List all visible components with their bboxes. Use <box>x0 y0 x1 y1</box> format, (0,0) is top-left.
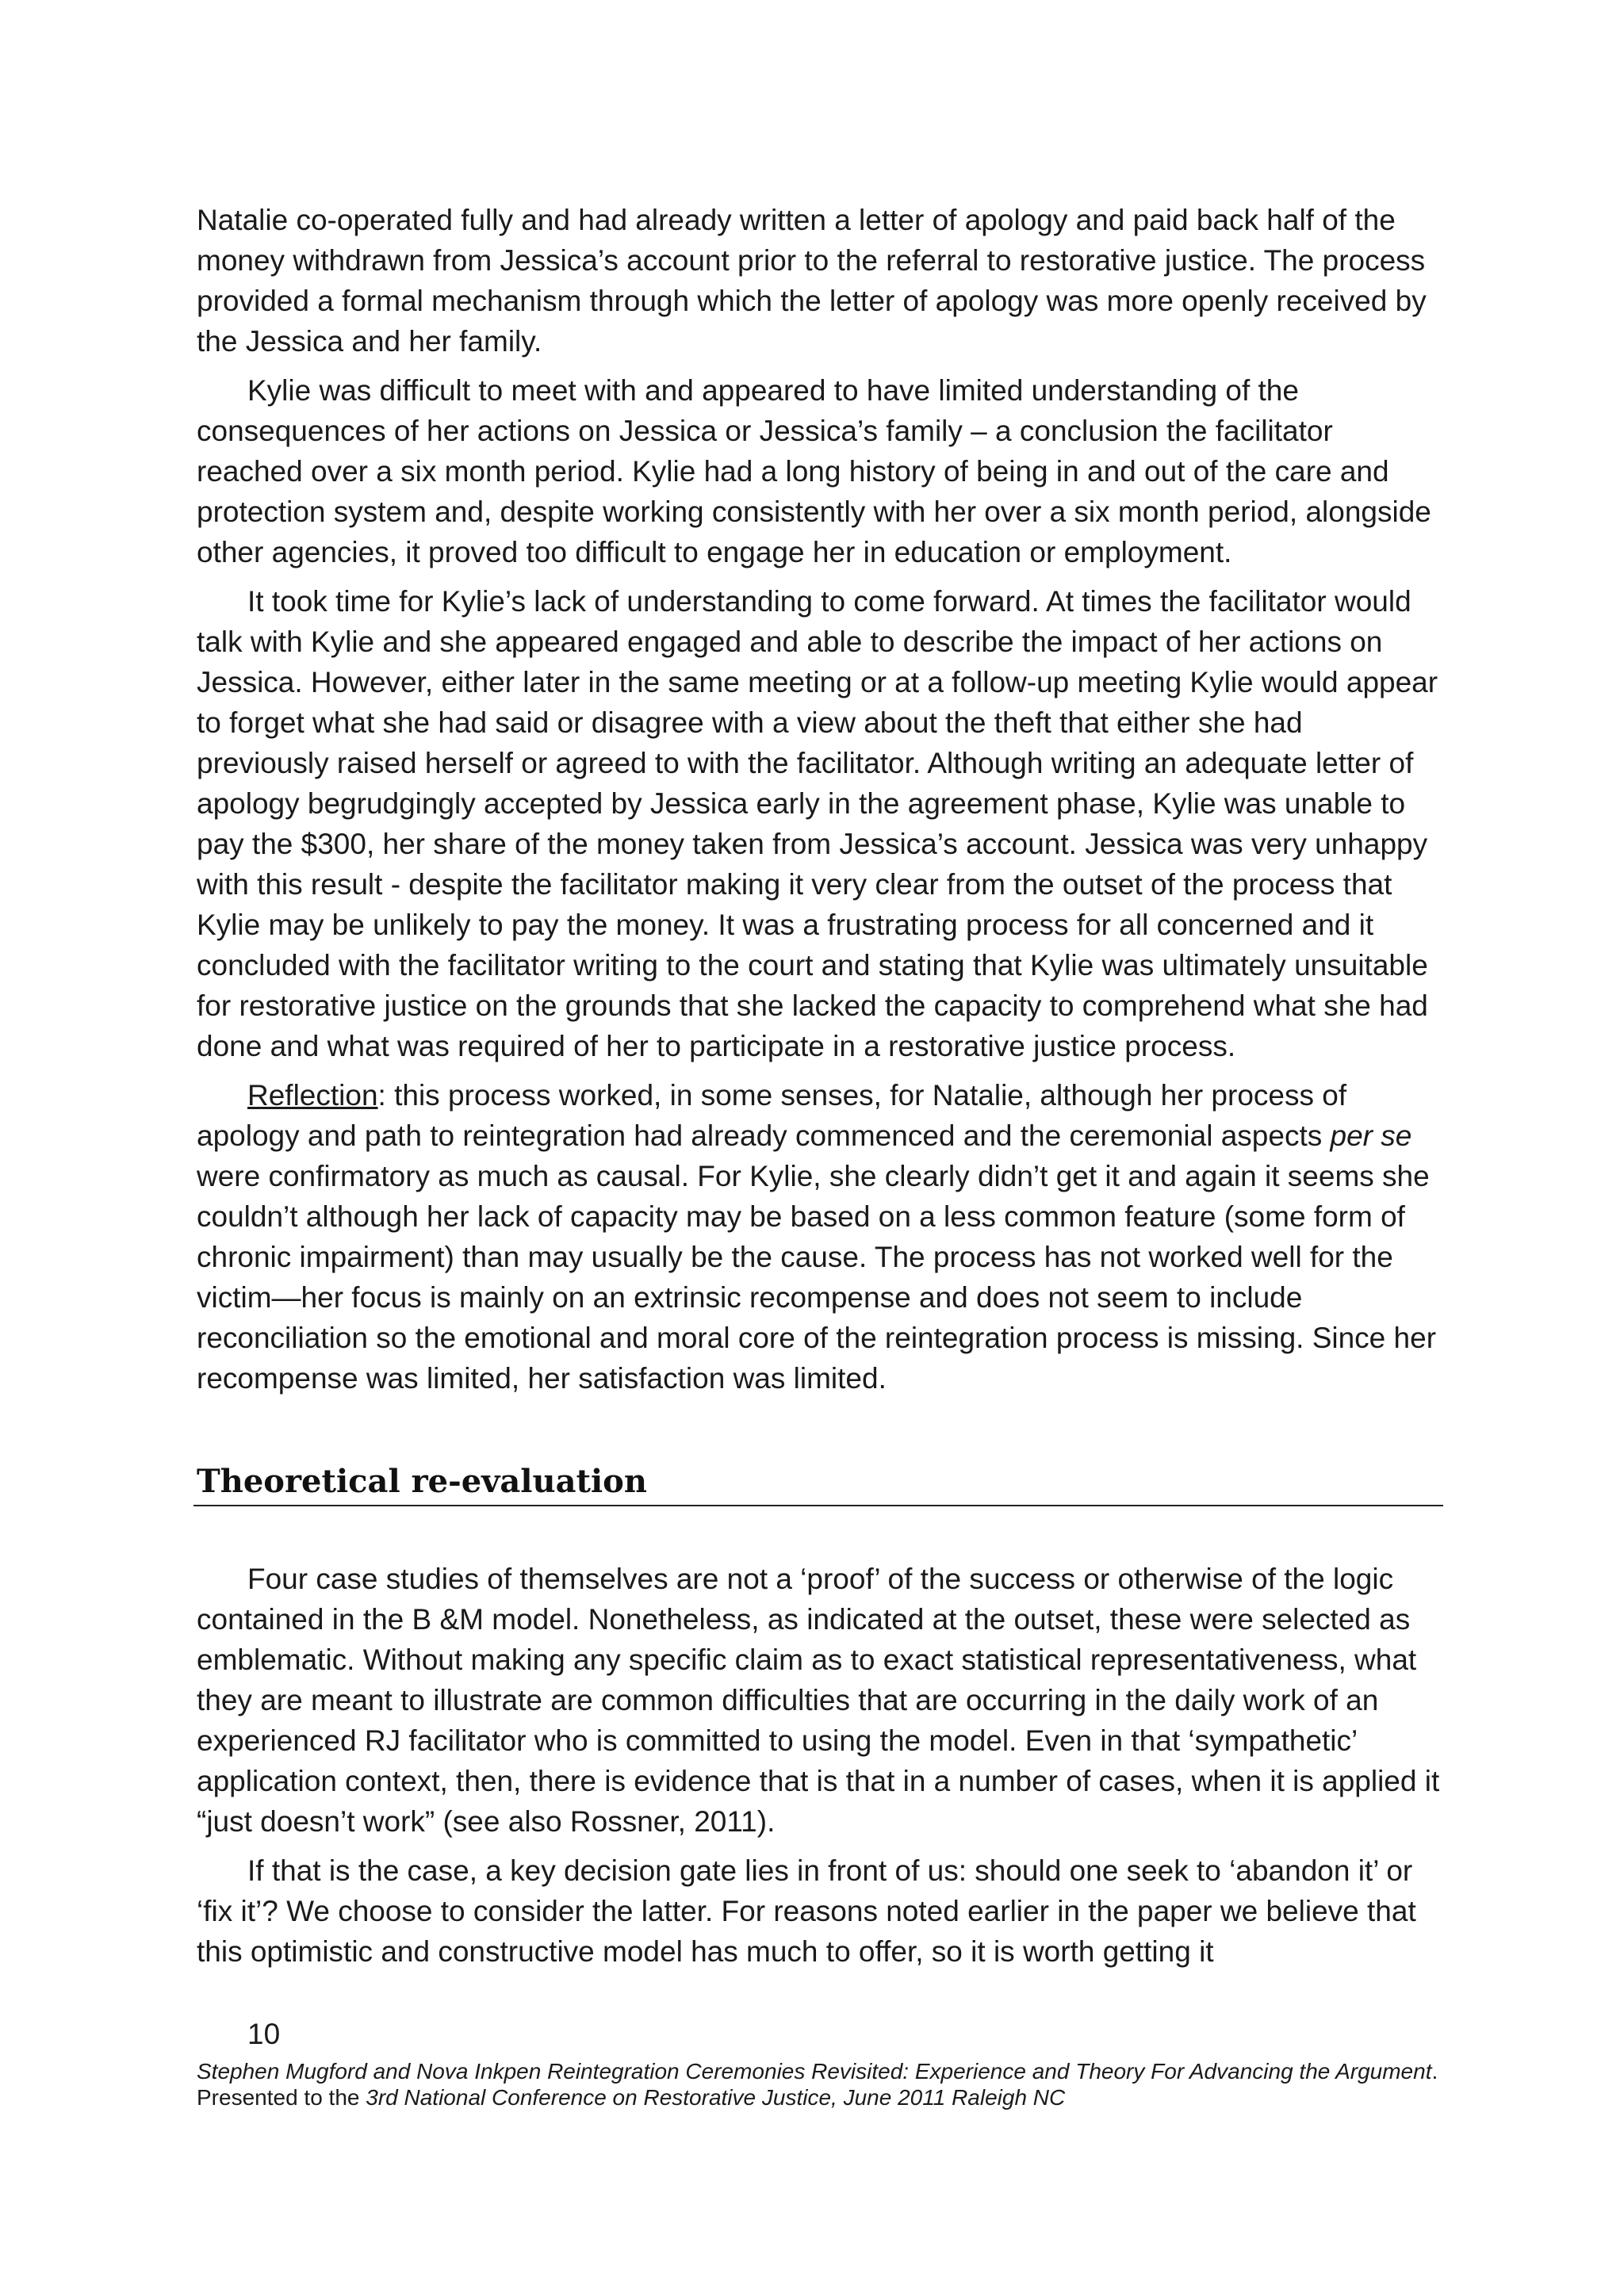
section-heading-rule <box>193 1462 1443 1506</box>
paragraph-natalie: Natalie co-operated fully and had already written a letter of apology and paid back half of the money withdrawn from Jessica’s account prior to the referral to restorative justice. The process provided a formal mechanism through which the letter of apology was more openly received by the Jessica and her family. <box>197 204 1427 358</box>
paragraph-kylie-understanding: It took time for Kylie’s lack of understanding to come forward. At times the facilitator would talk with Kylie and she appeared engaged and able to describe the impact of her actions on Jessica. However, either later in the same meeting or at a follow-up meeting Kylie would appear to forget what she had said or disagree with a view about the theft that either she had previously raised herself or agreed to with the facilitator. Although writing an adequate letter of apology begrudgingly accepted by Jessica early in the agreement phase, Kylie was unable to pay the $300, her share of the money taken from Jessica’s account. Jessica was very unhappy with this result - despite the facilitator making it very clear from the outset of the process that Kylie may be unlikely to pay the money. It was a frustrating process for all concerned and it concluded with the facilitator writing to the court and stating that Kylie was ultimately unsuitable for restorative justice on the grounds that she lacked the capacity to comprehend what she had done and what was required of her to participate in a restorative justice process. <box>197 585 1438 1062</box>
reflection-text-a: : this process worked, in some senses, for Natalie, although her process of apology and path to reintegration had already commenced and the ceremonial aspects <box>197 1079 1347 1152</box>
paragraph-kylie-intro: Kylie was difficult to meet with and appeared to have limited understanding of the consequences of her actions on Jessica or Jessica’s family – a conclusion the facilitator reached over a six month period. Kylie had a long history of being in and out of the care and protection system and, despite working consistently with her over a six month period, alongside other agencies, it proved too difficult to engage her in education or employment. <box>197 374 1431 568</box>
page-number: 10 <box>247 2018 281 2050</box>
footer-conference: 3rd National Conference on Restorative Justice, June 2011 Raleigh NC <box>366 2085 1066 2110</box>
reflection-italic-term: per se <box>1330 1119 1412 1152</box>
reflection-label: Reflection <box>247 1079 378 1112</box>
paragraph-decision-gate: If that is the case, a key decision gate lies in front of us: should one seek to ‘abandon it’ or ‘fix it’? We choose to consider the latter. For reasons noted earlier in the paper we believe that this optimistic and constructive model has much to offer, so it is worth getting it <box>197 1854 1416 1968</box>
document-body <box>197 200 1442 1972</box>
section-heading: Theoretical re-evaluation <box>197 1463 647 1500</box>
paragraph-reflection <box>197 1075 1442 1399</box>
reflection-text-b: were confirmatory as much as causal. For Kylie, she clearly didn’t get it and again it seems she couldn’t although her lack of capacity may be based on a less common feature (some form of chronic impairment) than may usually be the cause. The process has not worked well for the victim—her focus is mainly on an extrinsic recompense and does not seem to include reconciliation so the emotional and moral core of the reintegration process is missing. Since her recompense was limited, her satisfaction was limited. <box>197 1160 1437 1395</box>
paragraph-case-studies: Four case studies of themselves are not a ‘proof’ of the success or otherwise of the logic contained in the B &M model. Nonetheless, as indicated at the outset, these were selected as emblematic. Without making any specific claim as to exact statistical representativeness, what they are meant to illustrate are common difficulties that are occurring in the daily work of an experienced RJ facilitator who is committed to using the model. Even in that ‘sympathetic’ application context, then, there is evidence that is that in a number of cases, when it is applied it “just doesn’t work” (see also Rossner, 2011). <box>197 1563 1440 1838</box>
footer-citation <box>197 2058 1465 2110</box>
footer-presented: . Presented to the <box>197 2059 1438 2110</box>
footer-authors-title: Stephen Mugford and Nova Inkpen Reintegration Ceremonies Revisited: Experience and Theory For Advancing the Argument <box>197 2059 1432 2084</box>
